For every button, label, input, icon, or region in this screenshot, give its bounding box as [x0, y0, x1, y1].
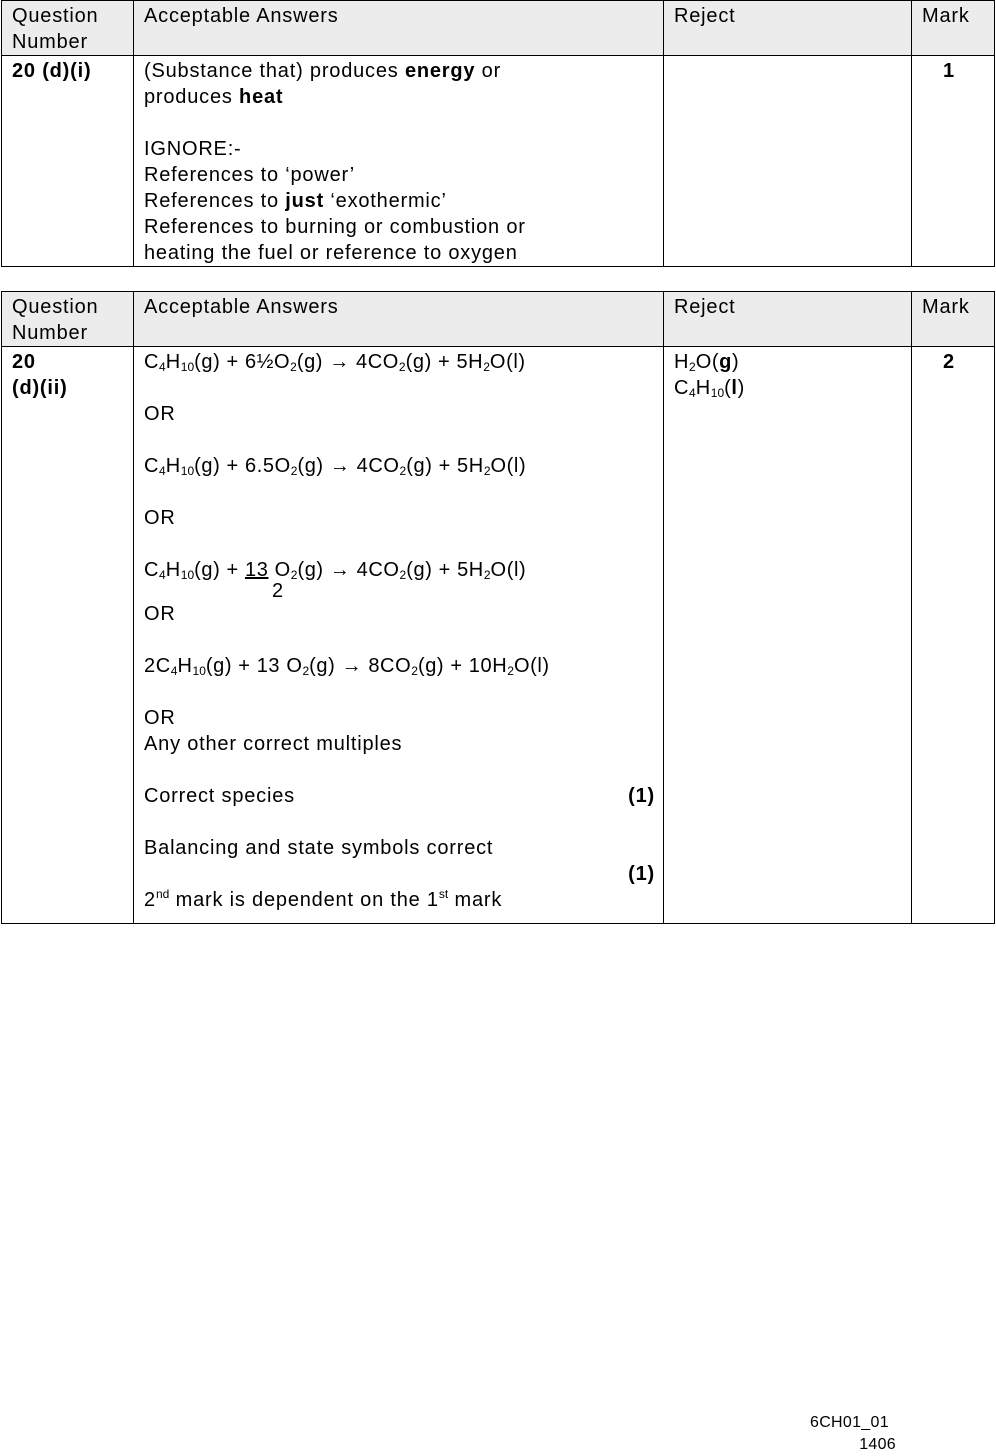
answer-row: [2, 347, 995, 924]
ignore-item-2: [144, 188, 655, 214]
reject-item-1: $H_2O(g)$: [674, 351, 740, 374]
header-question-number: Question Number: [2, 292, 134, 347]
reject-cell: [664, 56, 912, 267]
mark-cell: [912, 56, 995, 267]
header-reject: Reject: [664, 292, 912, 347]
equation-3: $C_4H_{10}(g) + 13$ $O_2(g) \to 4CO_2(g) + 5H_2O(l)$: [144, 559, 527, 582]
reject-cell: [664, 347, 912, 924]
header-mark: Mark: [912, 292, 995, 347]
header-row: [2, 1, 995, 56]
ignore-item-3: References to burning or combustion or: [144, 216, 526, 238]
page-footer: [810, 1412, 896, 1456]
acceptable-answers-cell: [134, 56, 664, 267]
answer-line-2: [144, 84, 655, 110]
ignore-item-1: References to ‘power’: [144, 164, 355, 186]
answer-keyword-heat: heat: [239, 86, 284, 108]
fraction-numerator: 13: [244, 559, 269, 581]
header-mark: Mark: [912, 1, 995, 56]
mark-scheme-table-d-i: [1, 0, 995, 267]
or-separator: OR: [144, 707, 176, 729]
answer-keyword-energy: energy: [404, 60, 476, 82]
mark-cell: [912, 347, 995, 924]
ignore-heading: IGNORE:-: [144, 138, 242, 160]
marking-point-2-label: Balancing and state symbols correct: [144, 837, 494, 859]
or-separator: OR: [144, 507, 176, 529]
question-number: 20 (d)(i): [12, 60, 92, 82]
marking-point-1-mark: (1): [628, 785, 655, 807]
question-number-cell: [2, 347, 134, 924]
equation-2: $C_4H_{10}(g) + 6.5O_2(g) \to 4CO_2(g) + 5H_2O(l)$: [144, 455, 527, 478]
dependency-note: 2nd mark is dependent on the 1st mark: [144, 887, 503, 911]
header-reject: Reject: [664, 1, 912, 56]
ignore-item-4: heating the fuel or reference to oxygen: [144, 242, 518, 264]
header-acceptable-answers: Acceptable Answers: [134, 1, 664, 56]
marking-point-1-label: Correct species: [144, 785, 295, 807]
ignore-keyword-just: just: [285, 190, 325, 212]
ignore-text: References to: [144, 190, 286, 212]
equation-4: $2C_4H_{10}(g) + 13$ $O_2(g) \to 8CO_2(g) + 10H_2O(l)$: [144, 655, 550, 678]
paper-code: 6CH01_01: [810, 1414, 889, 1431]
answer-row: [2, 56, 995, 267]
multiples-note: Any other correct multiples: [144, 733, 403, 755]
answer-line-1: [144, 58, 655, 84]
answer-text: (Substance that) produces: [144, 60, 405, 82]
header-question-number: Question Number: [2, 1, 134, 56]
header-row: [2, 292, 995, 347]
ignore-text: ‘exothermic’: [324, 190, 447, 212]
marking-point-1: [144, 783, 655, 809]
question-number-cell: [2, 56, 134, 267]
marking-point-2-mark: (1): [628, 863, 655, 885]
mark-value: 2: [943, 351, 955, 373]
mark-value: 1: [943, 60, 955, 82]
header-acceptable-answers: Acceptable Answers: [134, 292, 664, 347]
or-separator: OR: [144, 403, 176, 425]
mark-scheme-table-d-ii: [1, 291, 995, 924]
question-number-part-2: (d)(ii): [12, 377, 68, 399]
fraction-denominator: 2: [272, 580, 284, 602]
or-separator: OR: [144, 603, 176, 625]
answer-text: or: [475, 60, 502, 82]
session-number: 1406: [859, 1436, 896, 1453]
acceptable-answers-cell: [134, 347, 664, 924]
question-number-part-1: 20: [12, 351, 36, 373]
equation-1: $C_4H_{10}(g)$ + $6\frac{1}{2}O_2(g) \to 4CO_2(g) + 5H_2O(l)$: [144, 351, 526, 374]
answer-text: produces: [144, 86, 240, 108]
reject-item-2: $C_4H_{10}(l)$: [674, 377, 745, 400]
